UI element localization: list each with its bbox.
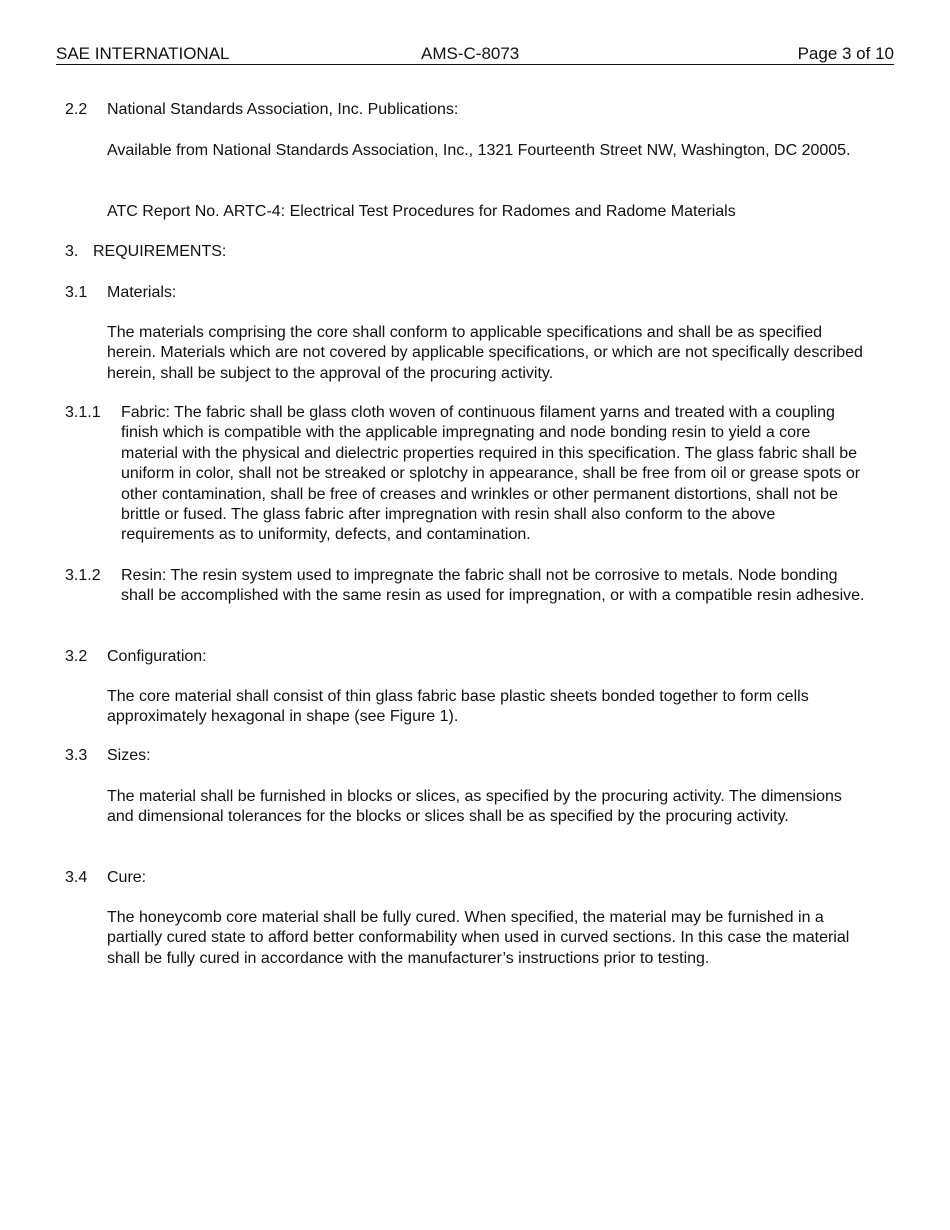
section-3-2-para: The core material shall consist of thin glass fabric base plastic sheets bonded together to form cells approximately hexagonal in shape (see Figure 1). xyxy=(107,688,809,726)
section-3-number: 3. xyxy=(65,243,79,260)
section-2-2-para-availability: Available from National Standards Association, Inc., 1321 Fourteenth Street NW, Washington, DC 20005. xyxy=(107,142,851,159)
section-3-1-title: Materials: xyxy=(107,284,177,301)
header-page-number: Page 3 of 10 xyxy=(797,44,894,63)
section-3-1-para: The materials comprising the core shall conform to applicable specifications and shall be as specified herein. Materials which are not covered by applicable specifications, or which are not specifically described herein, shall be subject to the approval of the procuring activity. xyxy=(107,324,863,382)
section-3-1-2-number: 3.1.2 xyxy=(65,567,101,584)
header-org: SAE INTERNATIONAL xyxy=(56,44,230,63)
section-3-2-title: Configuration: xyxy=(107,648,207,665)
section-3-1-1-text: Fabric: The fabric shall be glass cloth woven of continuous filament yarns and treated with a coupling finish which is compatible with the applicable impregnating and node bonding resin to yield a core material with the physical and dielectric properties required in this specification. The glass fabric shall be uniform in color, shall not be streaked or splotchy in appearance, shall be free from oil or grease spots or other contamination, shall be free of creases and wrinkles or other permanent distortions, shall not be brittle or fused. The glass fabric after impregnation with resin shall also conform to the above requirements as to uniformity, defects, and contamination. xyxy=(121,404,861,544)
section-3-title: REQUIREMENTS: xyxy=(93,243,227,260)
header-doc-id: AMS-C-8073 xyxy=(421,44,520,63)
section-3-3-title: Sizes: xyxy=(107,747,151,764)
section-3-2-number: 3.2 xyxy=(65,648,88,665)
section-2-2-title: National Standards Association, Inc. Publications: xyxy=(107,101,459,118)
section-3-1-1-number: 3.1.1 xyxy=(65,404,101,421)
section-3-1-2-text: Resin: The resin system used to impregnate the fabric shall not be corrosive to metals. Node bonding shall be accomplished with the same resin as used for impregnation, or with a compatible resin adhesive. xyxy=(121,567,865,605)
section-3-4-number: 3.4 xyxy=(65,869,88,886)
section-3-3-number: 3.3 xyxy=(65,747,88,764)
section-2-2-para-report: ATC Report No. ARTC-4: Electrical Test Procedures for Radomes and Radome Materials xyxy=(107,203,736,220)
section-3-4-para: The honeycomb core material shall be fully cured. When specified, the material may be furnished in a partially cured state to afford better conformability when used in curved sections. In this case the material shall be fully cured in accordance with the manufacturer’s instructions prior to testing. xyxy=(107,909,850,967)
section-3-4-title: Cure: xyxy=(107,869,147,886)
section-3-1-number: 3.1 xyxy=(65,284,88,301)
section-2-2-number: 2.2 xyxy=(65,101,88,118)
section-3-3-para: The material shall be furnished in blocks or slices, as specified by the procuring activity. The dimensions and dimensional tolerances for the blocks or slices shall be as specified by the procuring activity. xyxy=(107,788,842,826)
page-header xyxy=(56,43,894,65)
